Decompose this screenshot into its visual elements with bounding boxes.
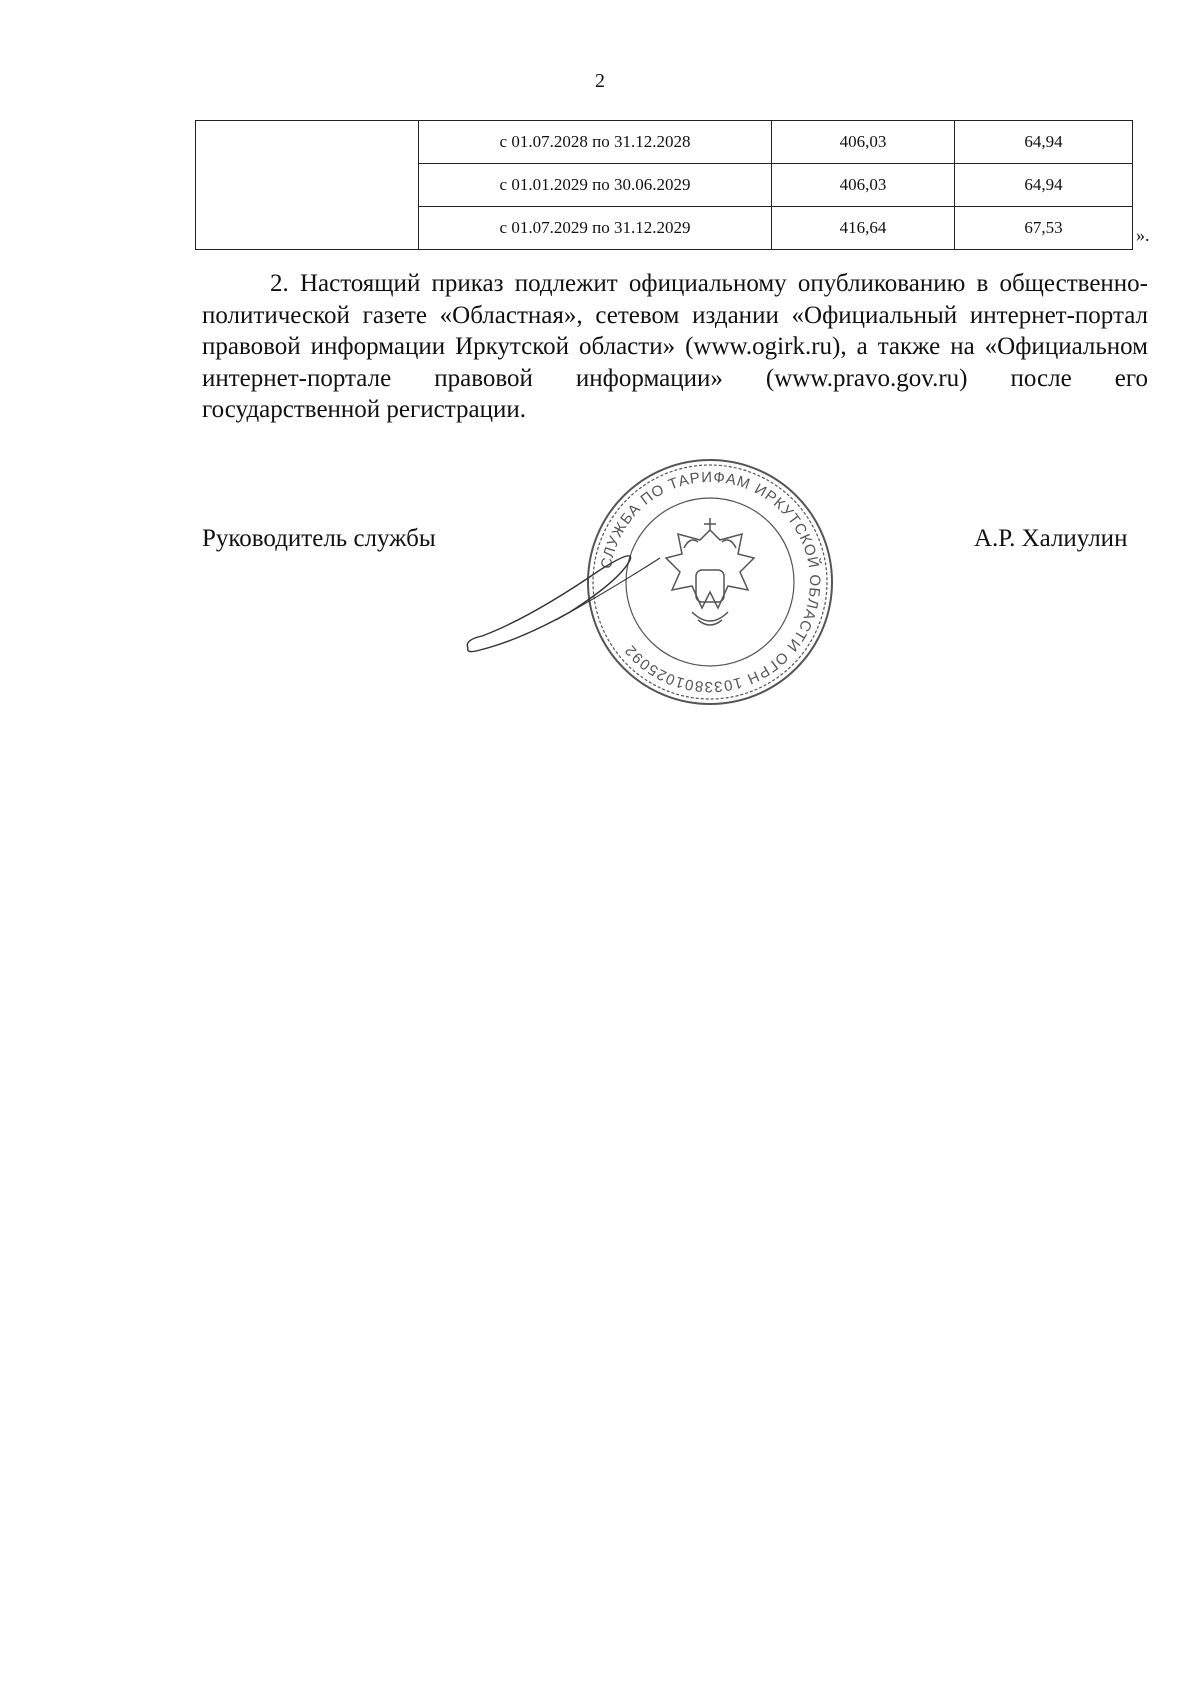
signer-name: А.Р. Халиулин (974, 525, 1128, 552)
publication-paragraph: 2. Настоящий приказ подлежит официальному опубликованию в общественно-политической газете «Областная», сетевом издании «Официальный интернет-портал правовой информации Иркутской области» (www.ogirk.ru), а также на «Официальном интернет-портале правовой информации» (www.pravo.gov.ru) после его государственной регистрации. (202, 270, 1148, 423)
table-cell-period: с 01.07.2028 по 31.12.2028 (419, 121, 772, 164)
table-cell-value2: 67,53 (955, 207, 1133, 250)
table-cell-value1: 406,03 (772, 121, 955, 164)
table-closing-quote: ». (1136, 225, 1150, 245)
page-number: 2 (595, 70, 605, 92)
table-cell-value2: 64,94 (955, 121, 1133, 164)
table-cell-value2: 64,94 (955, 164, 1133, 207)
table-cell-value1: 406,03 (772, 164, 955, 207)
table-cell-period: с 01.07.2029 по 31.12.2029 (419, 207, 772, 250)
handwritten-signature (460, 540, 700, 660)
signer-position: Руководитель службы (202, 525, 436, 552)
table-cell-value1: 416,64 (772, 207, 955, 250)
table-cell-merged (196, 121, 419, 250)
table-cell-period: с 01.01.2029 по 30.06.2029 (419, 164, 772, 207)
table-row (196, 121, 1133, 164)
tariff-table (195, 120, 1133, 250)
seal-text: СЛУЖБА ПО ТАРИФАМ ИРКУТСКОЙ ОБЛАСТИ ОГРН 1033801025092 (597, 468, 824, 696)
